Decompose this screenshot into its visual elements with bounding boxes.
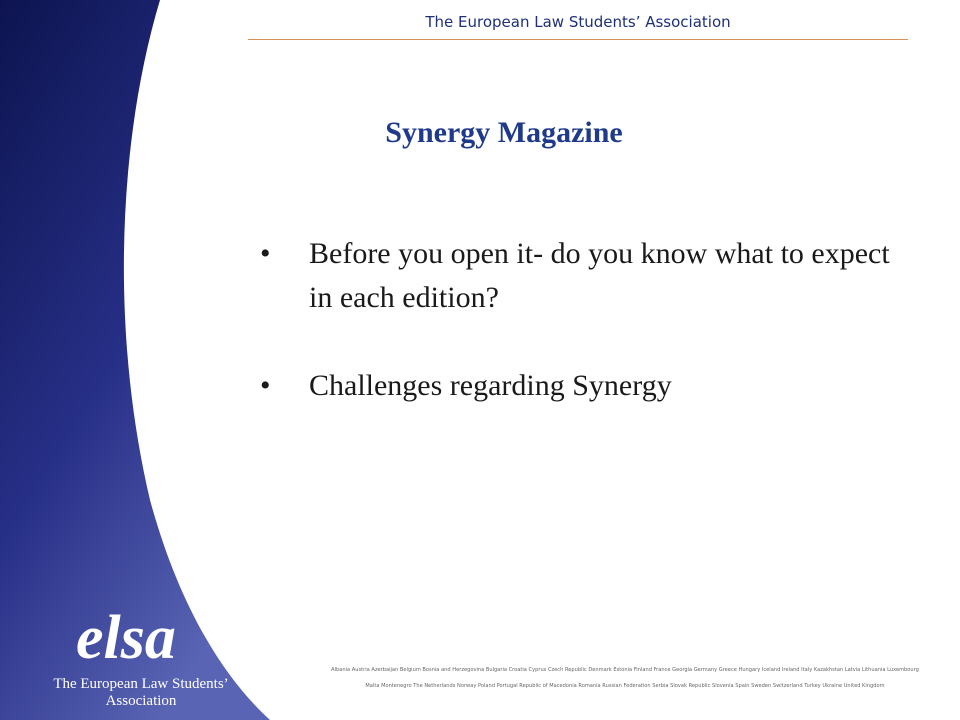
elsa-logo-mark: elsa [76,604,176,670]
bullet-marker: • [260,369,271,402]
country-list: Albania Austria Azerbaijan Belgium Bosnia and Herzegovina Bulgaria Croatia Cyprus Czech Republic Denmark Estonia Finland France Georgia Germany Greece Hungary Iceland Ireland Italy Kazakhstan Latvia Lithuania Luxembourg Malta Montenegro The Netherlands Norway Poland Portugal Republic of Macedonia Romania Russian Federation Serbia Slovak Republic Slovenia Spain Sweden Switzerland Turkey Ukraine United Kingdom [331,667,919,689]
header-title: The European Law Students’ Association [425,13,731,31]
bullet-item [260,232,900,320]
bullet-text: Before you open it- do you know what to expect in each edition? [309,237,890,314]
elsa-logo [76,600,196,670]
bullet-item [260,364,900,408]
header-divider [248,39,908,40]
bullet-text: Challenges regarding Synergy [309,369,672,402]
logo-caption: The European Law Students’ Association [53,676,229,709]
bullet-marker: • [260,237,271,270]
slide-title: Synergy Magazine [385,116,623,149]
bullet-list [260,232,900,452]
